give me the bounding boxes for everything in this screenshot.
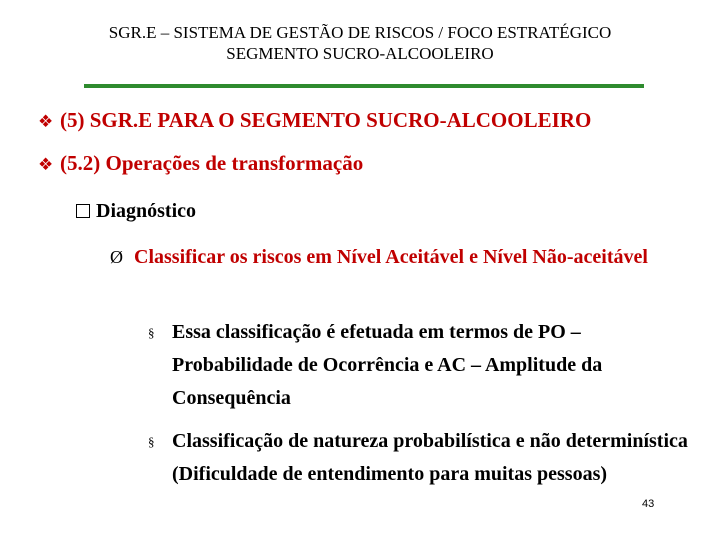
point-item-text: Classificar os riscos em Nível Aceitável e Nível Não-aceitável — [134, 246, 648, 268]
topic-item-text: Diagnóstico — [96, 200, 196, 222]
slide-title — [0, 22, 720, 64]
section-heading — [38, 107, 591, 135]
subsection-heading-text: (5.2) Operações de transformação — [60, 151, 364, 175]
diamond-bullet-icon: ❖ — [38, 112, 54, 131]
section-heading-text: (5) SGR.E PARA O SEGMENTO SUCRO-ALCOOLEIRO — [60, 108, 592, 132]
subsection-heading — [38, 150, 363, 178]
section-sign-bullet-icon: § — [148, 434, 155, 449]
topic-item — [76, 198, 196, 224]
diamond-bullet-icon: ❖ — [38, 155, 54, 174]
slide-title-line-2: SEGMENTO SUCRO-ALCOOLEIRO — [226, 44, 494, 63]
detail-item — [148, 425, 698, 491]
title-divider — [84, 84, 644, 88]
slide-title-line-1: SGR.E – SISTEMA DE GESTÃO DE RISCOS / FOCO ESTRATÉGICO — [108, 23, 612, 42]
detail-item-text: Essa classificação é efetuada em termos de PO – Probabilidade de Ocorrência e AC – Amplitude da Consequência — [172, 321, 603, 409]
arrow-bullet-icon: Ø — [110, 247, 123, 267]
detail-item-text: Classificação de natureza probabilística e não determinística (Dificuldade de entendimento para muitas pessoas) — [172, 430, 688, 485]
section-sign-bullet-icon: § — [148, 325, 155, 340]
page-number: 43 — [642, 498, 655, 510]
point-item — [110, 243, 690, 271]
hollow-square-bullet-icon — [76, 204, 90, 218]
detail-item — [148, 316, 698, 415]
